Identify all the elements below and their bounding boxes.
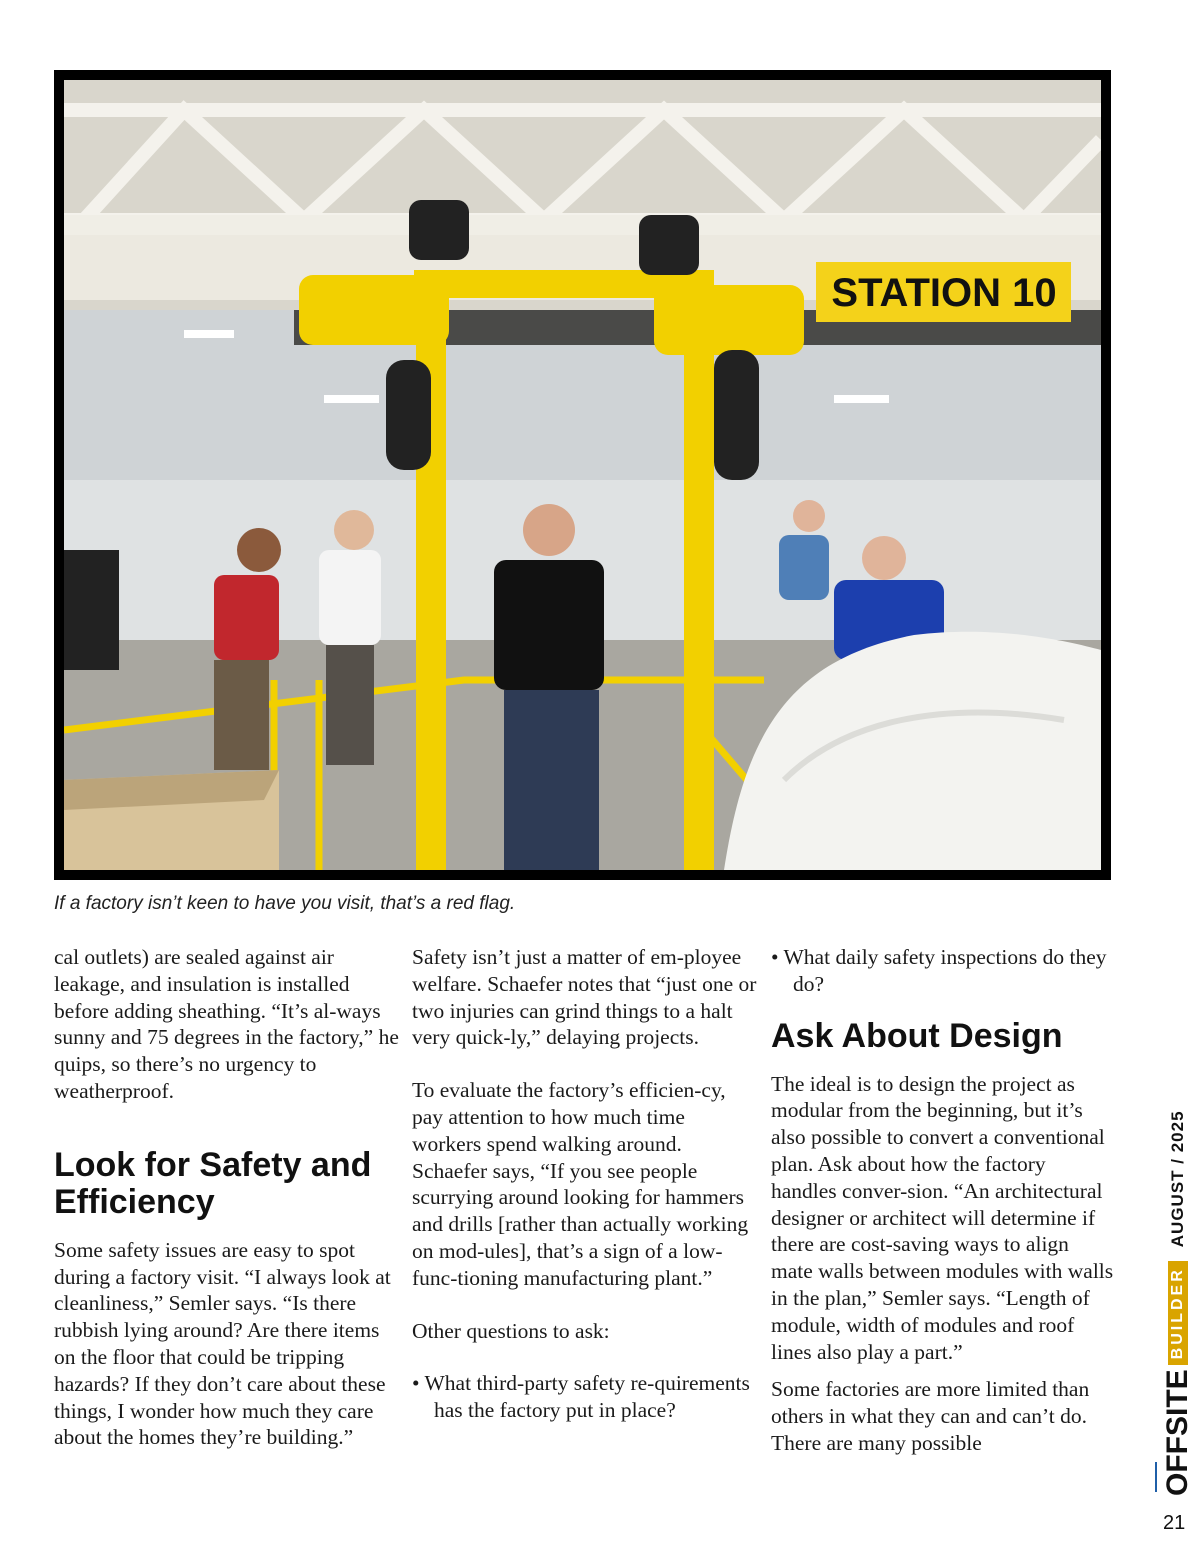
bullet-item: • What daily safety inspections do they do? <box>771 945 1107 996</box>
folio-rule <box>1155 1462 1157 1492</box>
factory-photo-illustration <box>64 80 1101 870</box>
article-column-3 <box>771 944 1116 1457</box>
body-paragraph: To evaluate the factory’s efficien-cy, pay attention to how much time workers spend walking around. Schaefer says, “If you see people scurrying around looking for hammers and drills [rather than actually working on mod-ules], that’s a sign of a low-func-tioning manufacturing plant.” <box>412 1078 749 1290</box>
article-column-1 <box>54 944 399 1451</box>
bullet-item: • What third-party safety re-quirements has the factory put in place? <box>412 1371 750 1423</box>
body-paragraph: Safety isn’t just a matter of em-ployee welfare. Schaefer notes that “just one or two injuries can grind things to a halt very quick-ly,” delaying projects. <box>412 945 757 1050</box>
body-paragraph: Other questions to ask: <box>412 1318 610 1343</box>
factory-photo <box>54 70 1111 880</box>
folio-strip <box>1150 1110 1194 1500</box>
issue-date: AUGUST / 2025 <box>1168 1110 1187 1248</box>
section-heading-design: Ask About Design <box>771 1016 1063 1055</box>
section-heading-safety: Look for Safety and Efficiency <box>54 1145 372 1221</box>
station-sign-text: STATION 10 <box>831 271 1057 315</box>
photo-caption: If a factory isn’t keen to have you visit, that’s a red flag. <box>54 893 516 914</box>
brand-offsite: OFFSITE <box>1161 1369 1194 1496</box>
body-paragraph: Some safety issues are easy to spot during a factory visit. “I always look at cleanliness,” Semler says. “Is there rubbish lying around? Are there items on the floor that could be tripping hazards? If they don’t care about these things, I wonder how much they care about the homes they’re building.” <box>54 1237 391 1450</box>
body-paragraph: cal outlets) are sealed against air leakage, and insulation is installed before adding sheathing. “It’s al-ways sunny and 75 degrees in the factory,” he quips, so there’s no urgency to weatherproof. <box>54 945 399 1103</box>
folio-text <box>1161 1110 1195 1496</box>
article-column-2 <box>412 944 757 1424</box>
body-paragraph: The ideal is to design the project as modular from the beginning, but it’s also possible to convert a conventional plan. Ask about how the factory handles conver-sion. “An architectural designer or architect will determine if there are cost-saving ways to align mate walls between modules with walls in the plan,” Semler says. “Length of module, width of modules and roof lines also play a part.” <box>771 1071 1114 1364</box>
brand-builder: BUILDER <box>1168 1261 1188 1365</box>
body-paragraph: Some factories are more limited than others in what they can and can’t do. There are many possible <box>771 1377 1090 1455</box>
page-number: 21 <box>1163 1512 1186 1534</box>
